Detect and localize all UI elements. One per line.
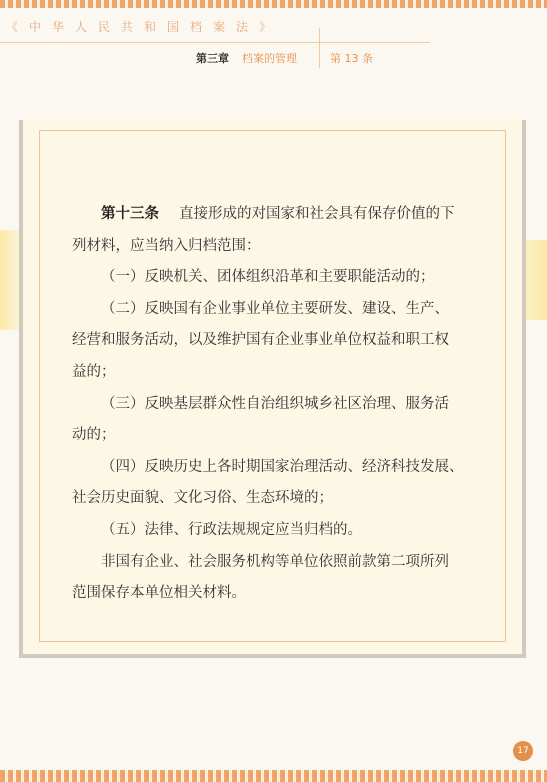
article-line-text: 直接形成的对国家和社会具有保存价值的下 [179, 206, 455, 222]
article-line: 社会历史面貌、文化习俗、生态环境的； [72, 490, 333, 507]
article-line: 经营和服务活动，以及维护国有企业事业单位权益和职工权 [72, 332, 449, 349]
chapter-name: 档案的管理 [242, 52, 297, 65]
article-text [72, 199, 474, 610]
book-title: 《中华人民共和国档案法》 [6, 20, 283, 34]
article-line [72, 199, 474, 231]
article-item-5: （五）法律、行政法规规定应当归档的。 [101, 521, 362, 538]
article-line: 动的； [72, 427, 116, 444]
article-line: 列材料，应当纳入归档范围： [72, 237, 261, 254]
article-number: 第十三条 [101, 206, 159, 222]
article-item-4: （四）反映历史上各时期国家治理活动、经济科技发展、 [101, 458, 464, 475]
bottom-decorative-stripe [0, 770, 547, 782]
top-decorative-stripe [0, 0, 547, 8]
article-item-3: （三）反映基层群众性自治组织城乡社区治理、服务活 [101, 395, 449, 412]
page-number-badge: 17 [513, 741, 533, 761]
article-item-2: （二）反映国有企业事业单位主要研发、建设、生产、 [101, 300, 449, 317]
article-item-1: （一）反映机关、团体组织沿革和主要职能活动的； [101, 269, 435, 286]
chapter-label: 第三章 [196, 52, 229, 65]
article-paragraph-2: 非国有企业、社会服务机构等单位依照前款第二项所列 [101, 553, 449, 570]
article-line: 范围保存本单位相关材料。 [72, 585, 246, 602]
article-line: 益的； [72, 363, 116, 380]
header-divider [319, 28, 320, 68]
title-rule [0, 42, 430, 43]
article-reference: 第 13 条 [330, 52, 373, 65]
